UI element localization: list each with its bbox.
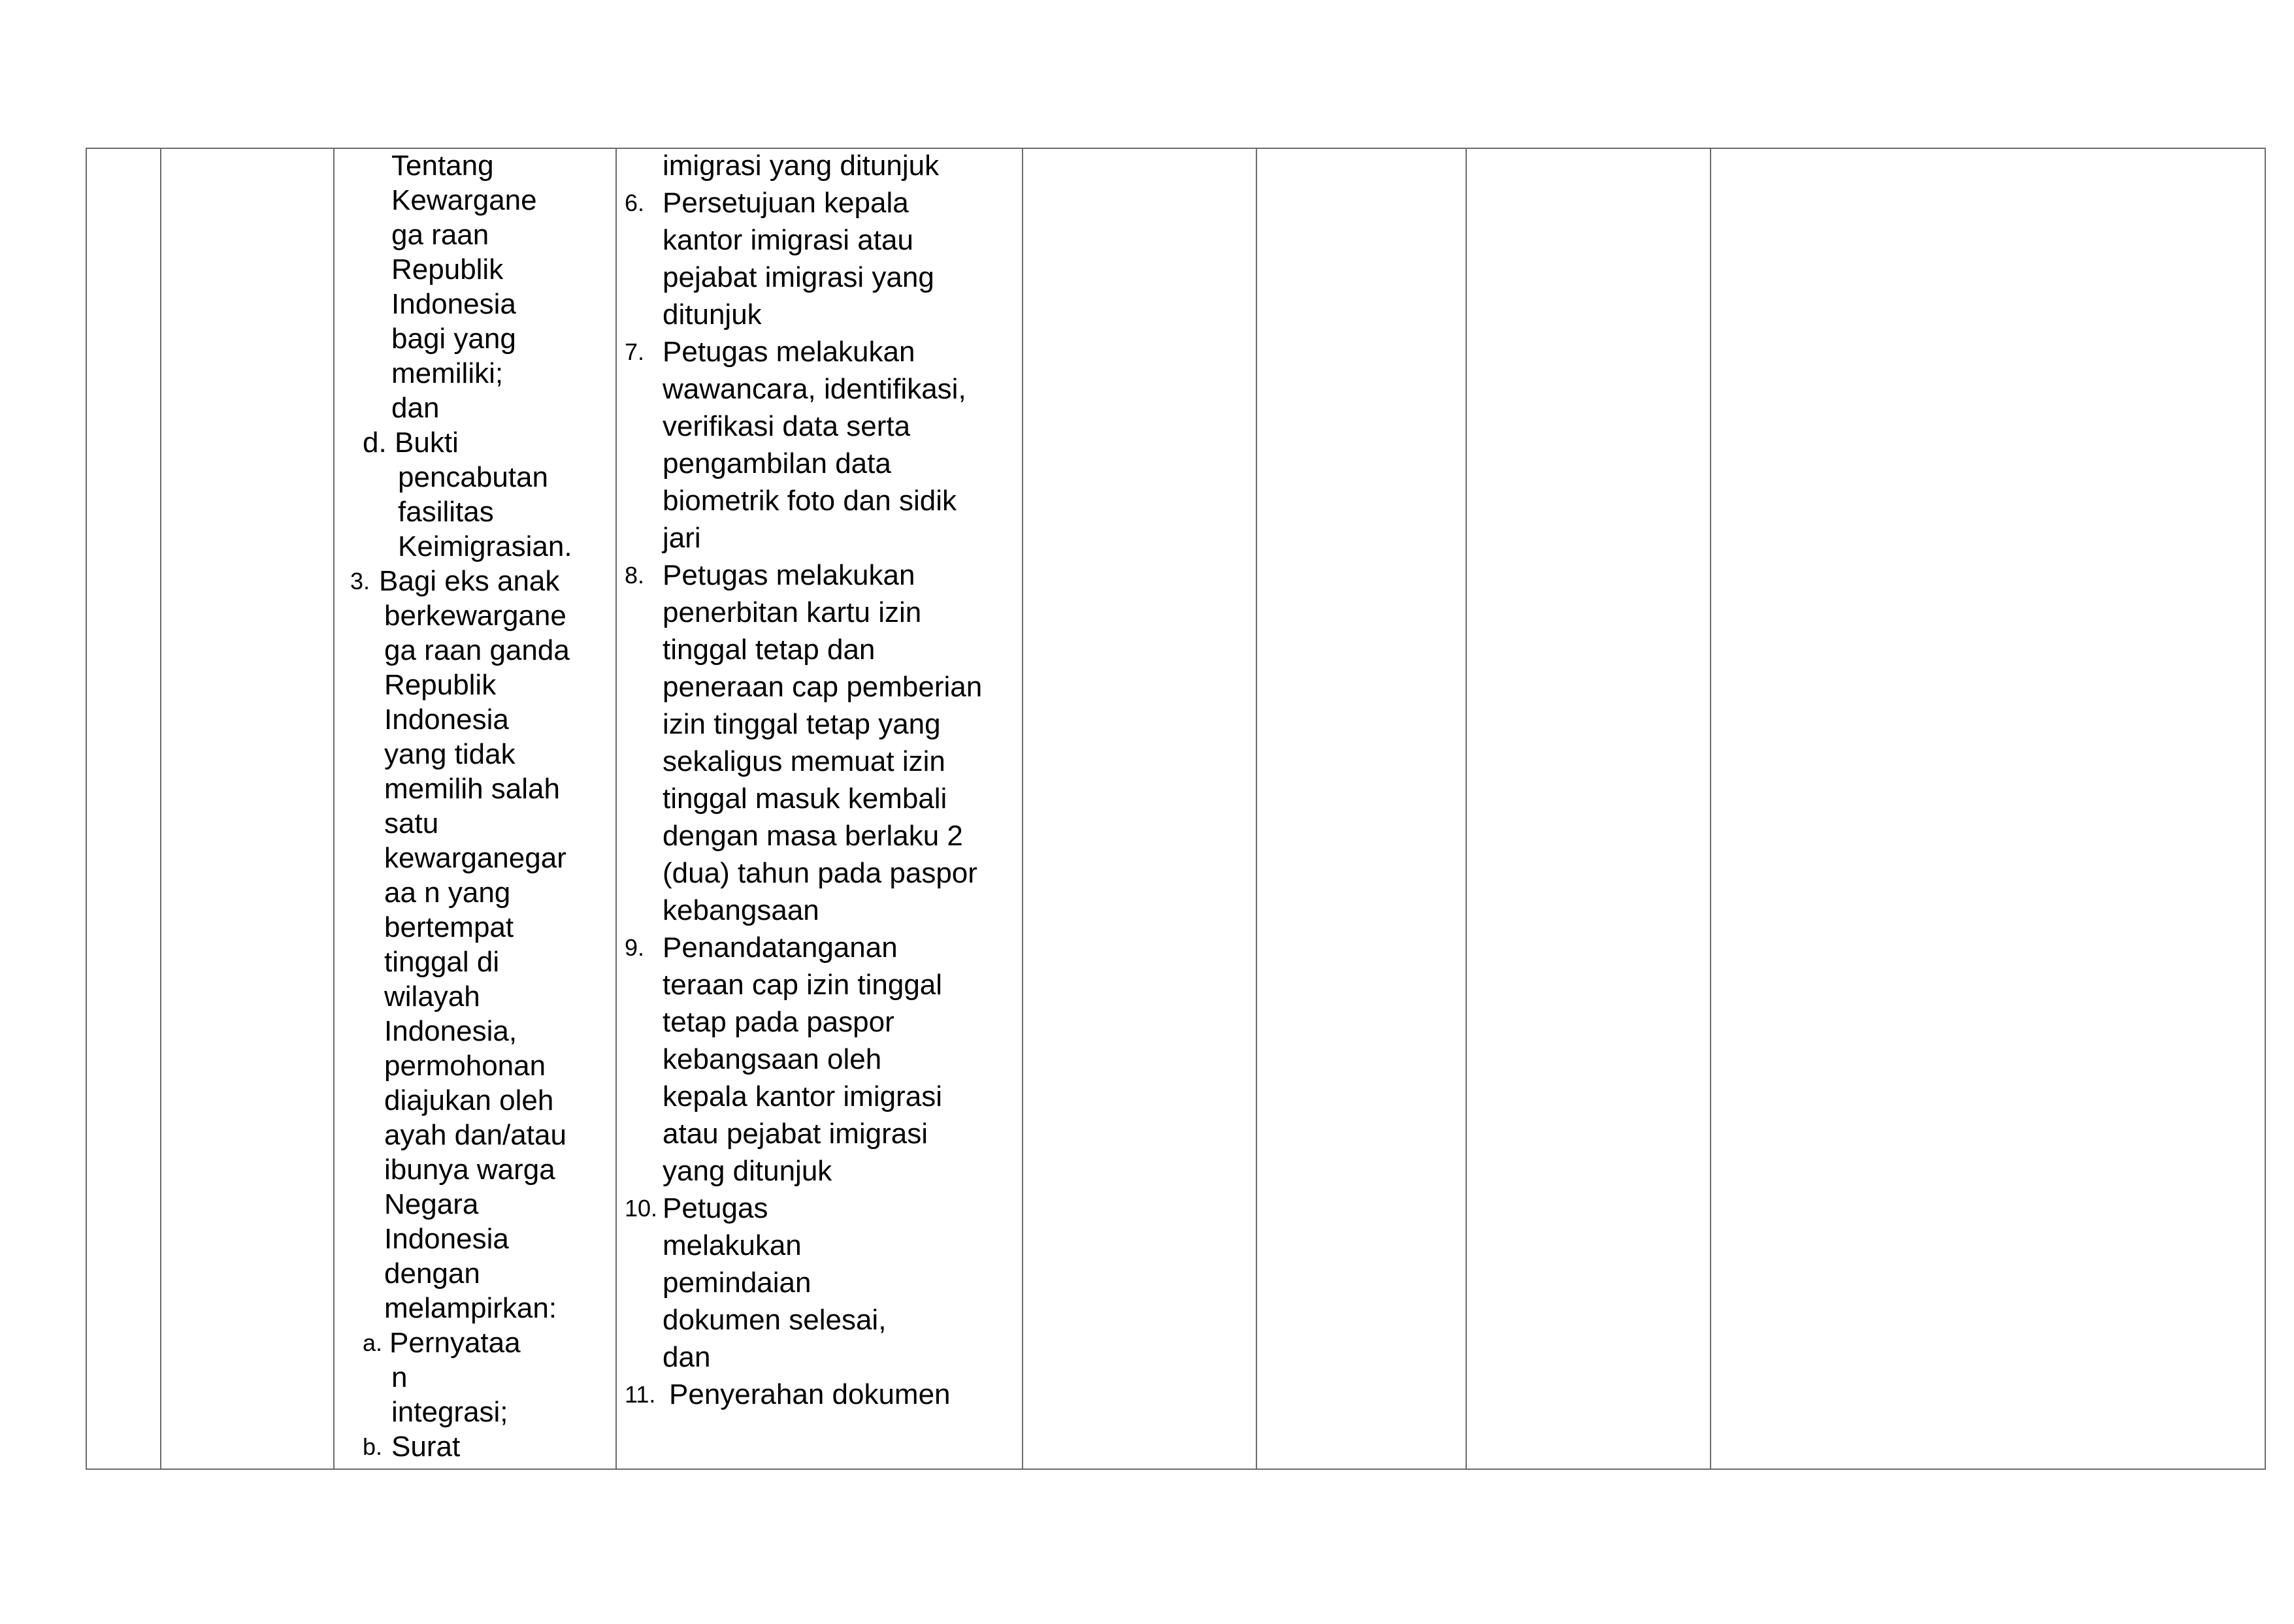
- table-cell-procedure: [617, 149, 1022, 1469]
- table-cell-col8: [1711, 149, 2265, 1469]
- text-line: Indonesia: [384, 704, 509, 736]
- text-line: tetap pada paspor: [663, 1006, 894, 1038]
- text-line: dengan masa berlaku 2: [663, 820, 963, 852]
- text-line: kebangsaan: [663, 894, 819, 926]
- text-line: n: [391, 1361, 408, 1393]
- text-line: Petugas melakukan: [663, 336, 915, 368]
- text-line: Persetujuan kepala: [663, 187, 909, 219]
- text-line: integrasi;: [391, 1396, 508, 1428]
- text-line: bertempat: [384, 911, 514, 943]
- list-marker: b.: [363, 1433, 383, 1460]
- text-line: (dua) tahun pada paspor: [663, 857, 977, 889]
- text-line: aa n yang: [384, 877, 511, 909]
- text-line: tinggal tetap dan: [663, 634, 876, 666]
- table-cell-col6: [1257, 149, 1466, 1469]
- list-marker: 10.: [625, 1195, 658, 1222]
- text-line: pemindaian: [663, 1267, 811, 1299]
- text-line: memilih salah: [384, 773, 560, 805]
- text-line: yang tidak: [384, 738, 516, 770]
- table-cell-col7: [1467, 149, 1710, 1469]
- text-line: Indonesia: [384, 1223, 509, 1255]
- text-line: wawancara, identifikasi,: [663, 373, 966, 405]
- list-marker: d.: [363, 427, 387, 459]
- text-line: yang ditunjuk: [663, 1155, 832, 1187]
- text-line: imigrasi yang ditunjuk: [663, 150, 940, 182]
- text-line: Surat: [391, 1431, 461, 1463]
- text-line: ayah dan/atau: [384, 1119, 566, 1151]
- text-line: Republik: [384, 669, 497, 701]
- text-line: Petugas: [663, 1192, 768, 1224]
- text-line: tinggal di: [384, 946, 500, 978]
- list-marker: 9.: [625, 934, 645, 961]
- text-line: pejabat imigrasi yang: [663, 261, 934, 293]
- text-line: verifikasi data serta: [663, 410, 911, 442]
- text-line: Penandatanganan: [663, 932, 898, 964]
- list-marker: 8.: [625, 562, 645, 589]
- text-line: ibunya warga: [384, 1154, 555, 1186]
- text-line: berkewargane: [384, 600, 566, 632]
- text-line: Bukti: [395, 427, 459, 459]
- list-marker: 7.: [625, 338, 645, 365]
- text-line: peneraan cap pemberian: [663, 671, 983, 703]
- text-line: bagi yang: [391, 323, 516, 355]
- text-line: kewarganegar: [384, 842, 566, 874]
- text-line: Keimigrasian.: [398, 530, 572, 562]
- text-line: dan: [663, 1341, 711, 1373]
- text-line: kantor imigrasi atau: [663, 224, 913, 256]
- text-line: ga raan: [391, 219, 489, 251]
- table-cell-col2: [161, 149, 333, 1469]
- table-cell-col1: [87, 149, 160, 1469]
- text-line: biometrik foto dan sidik: [663, 485, 957, 517]
- table-bottom-border: [86, 1469, 2266, 1470]
- text-line: Indonesia,: [384, 1015, 517, 1047]
- text-line: jari: [663, 522, 701, 554]
- text-line: ditunjuk: [663, 299, 762, 331]
- list-marker: 11.: [625, 1381, 656, 1408]
- text-line: memiliki;: [391, 357, 504, 389]
- text-line: dokumen selesai,: [663, 1304, 887, 1336]
- text-line: atau pejabat imigrasi: [663, 1118, 928, 1150]
- table-cell-col5: [1023, 149, 1256, 1469]
- list-marker: 3.: [350, 568, 370, 594]
- text-line: kepala kantor imigrasi: [663, 1080, 942, 1112]
- text-line: Kewargane: [391, 184, 537, 216]
- text-line: izin tinggal tetap yang: [663, 708, 941, 740]
- text-line: Penyerahan dokumen: [669, 1378, 951, 1410]
- text-line: permohonan: [384, 1050, 546, 1082]
- text-line: ga raan ganda: [384, 634, 570, 666]
- text-line: wilayah: [384, 981, 480, 1013]
- text-line: satu: [384, 807, 439, 839]
- text-line: tinggal masuk kembali: [663, 783, 947, 815]
- list-marker: 6.: [625, 189, 645, 216]
- text-line: teraan cap izin tinggal: [663, 969, 943, 1001]
- text-line: melakukan: [663, 1229, 802, 1261]
- text-line: Pernyataa: [389, 1327, 521, 1359]
- text-line: dan: [391, 392, 440, 424]
- text-line: penerbitan kartu izin: [663, 596, 922, 628]
- text-line: diajukan oleh: [384, 1084, 554, 1116]
- text-line: Republik: [391, 253, 504, 285]
- list-marker: a.: [363, 1329, 383, 1356]
- text-line: Bagi eks anak: [379, 565, 560, 597]
- column-border: [2265, 148, 2266, 1470]
- text-line: Indonesia: [391, 288, 516, 320]
- text-line: kebangsaan oleh: [663, 1043, 882, 1075]
- text-line: fasilitas: [398, 496, 494, 528]
- text-line: Tentang: [391, 150, 494, 182]
- text-line: pengambilan data: [663, 447, 891, 479]
- text-line: Negara: [384, 1188, 479, 1220]
- table-cell-requirements: [335, 149, 615, 1469]
- text-line: Petugas melakukan: [663, 559, 915, 591]
- text-line: melampirkan:: [384, 1292, 557, 1324]
- text-line: pencabutan: [398, 461, 548, 493]
- text-line: dengan: [384, 1258, 480, 1290]
- text-line: sekaligus memuat izin: [663, 745, 945, 777]
